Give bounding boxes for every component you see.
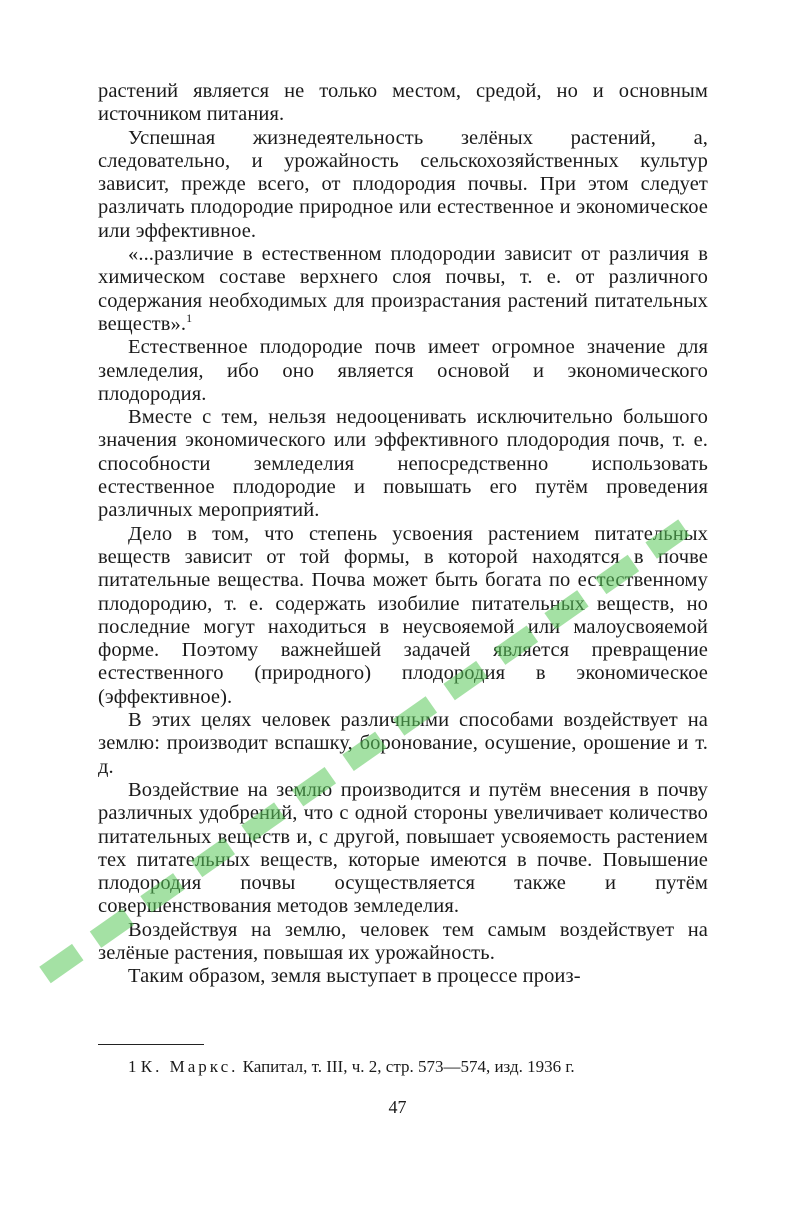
paragraph-1: растений является не только местом, средой, но и основным источником питания. (98, 80, 708, 126)
paragraph-3-quote (98, 243, 708, 336)
page-body (98, 80, 708, 989)
paragraph-5: Вместе с тем, нельзя недооценивать исключительно большого значения экономического или эффективного плодородия почв, т. е. способности земледелия непосредственно использовать естественное плодородие и повышать его путём проведения различных мероприятий. (98, 406, 708, 522)
paragraph-2: Успешная жизнедеятельность зелёных растений, а, следовательно, и урожайность сельскохозяйственных культур зависит, прежде всего, от плодородия почвы. При этом следует различать плодородие природное или естественное и экономическое или эффективное. (98, 126, 708, 242)
footnote-marker: 1 (128, 1057, 137, 1076)
paragraph-8: Воздействие на землю производится и путём внесения в почву различных удобрений, что с одной стороны увеличивает количество питательных веществ и, с другой, повышает усвояемость растением тех питательных веществ, которые имеются в почве. Повышение плодородия почвы осуществляется также и путём совершенствования методов земледелия. (98, 778, 708, 918)
footnote-author: К. Маркс. (140, 1057, 239, 1076)
paragraph-7: В этих целях человек различными способами воздействует на землю: производит вспашку, боронование, осушение, орошение и т. д. (98, 709, 708, 778)
paragraph-9: Воздействуя на землю, человек тем самым воздействует на зелёные растения, повышая их урожайность. (98, 918, 708, 964)
paragraph-10: Таким образом, земля выступает в процессе произ- (128, 965, 581, 988)
page-number: 47 (388, 1097, 407, 1117)
paragraph-6: Дело в том, что степень усвоения растением питательных веществ зависит от той формы, в которой находятся в почве питательные вещества. Почва может быть богата по естественному плодородию, т. е. содержать изобилие питательных веществ, но последние могут находиться в неусвояемой или малоусвояемой форме. Поэтому важнейшей задачей является превращение естественного (природного) плодородия в экономическое (эффективное). (98, 522, 708, 708)
paragraph-4: Естественное плодородие почв имеет огромное значение для земледелия, ибо оно является основой и экономического плодородия. (98, 336, 708, 405)
quote-text: «...различие в естественном плодородии зависит от различия в химическом составе верхнего слоя почвы, т. е. от различного содержания необходимых для произрастания растений питательных веществ». (98, 243, 708, 335)
footnote (128, 1057, 708, 1077)
footnote-text: Капитал, т. III, ч. 2, стр. 573—574, изд. 1936 г. (242, 1057, 575, 1076)
footnote-reference: 1 (186, 311, 193, 326)
footnote-divider (98, 1044, 204, 1045)
